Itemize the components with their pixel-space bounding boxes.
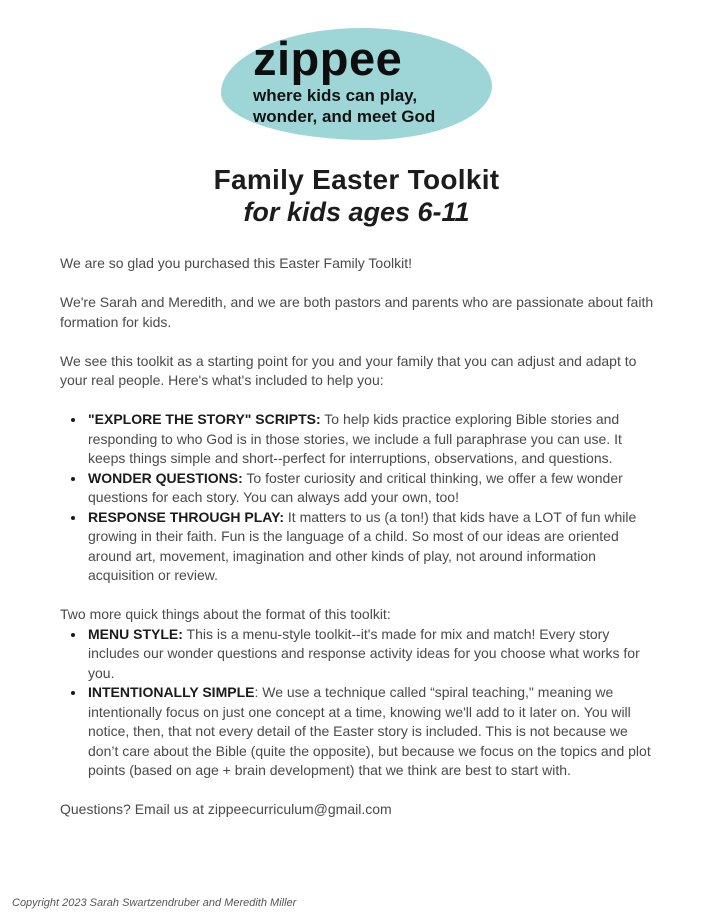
list-item-label: INTENTIONALLY SIMPLE: [88, 684, 255, 700]
copyright-notice: Copyright 2023 Sarah Swartzendruber and Meredith Miller: [12, 897, 297, 909]
logo-wordmark: zippee: [253, 32, 403, 85]
list-item-label: WONDER QUESTIONS:: [88, 469, 243, 486]
contact-line: Questions? Email us at zippeecurriculum@gmail.com: [60, 801, 392, 817]
list-item-label: RESPONSE THROUGH PLAY:: [88, 508, 285, 525]
intro-paragraph-1: We are so glad you purchased this Easter Family Toolkit!: [60, 255, 412, 271]
page-title: Family Easter Toolkit: [213, 164, 500, 195]
list-item-text: To help kids practice exploring Bible stories and responding to who God is in those stories, we include a full paraphrase you can use. It keeps things simple and short--perfect for interruptions, observations, and questions.: [88, 411, 622, 466]
title-block: [0, 163, 713, 228]
format-intro-paragraph: Two more quick things about the format of this toolkit:: [60, 606, 391, 622]
list-item: [86, 469, 656, 508]
logo-tagline: [253, 85, 435, 127]
document-body: [60, 254, 656, 839]
list-item-text: This is a menu-style toolkit--it's made for mix and match! Every story includes our wonder questions and response activity ideas for you choose what works for you.: [88, 625, 640, 681]
logo-tagline-line1: where kids can play,: [253, 86, 418, 106]
logo-tagline-line2: wonder, and meet God: [253, 107, 436, 127]
list-item: [86, 410, 656, 469]
included-list: [60, 410, 656, 586]
list-item: [86, 625, 656, 684]
list-item-label: MENU STYLE:: [88, 625, 183, 642]
list-item-label: "EXPLORE THE STORY" SCRIPTS:: [88, 411, 321, 427]
page-subtitle: for kids ages 6-11: [243, 197, 470, 227]
list-item-text: : We use a technique called “spiral teaching," meaning we intentionally focus on just one concept at a time, knowing we'll add to it later on. You will notice, then, that not every detail of the Easter story is included. This is not because we don’t care about the Bible (quite the opposite), but because we focus on the topics and plot points (based on age + brain development) that we think are best to start with.: [88, 684, 651, 778]
intro-paragraph-3: We see this toolkit as a starting point for you and your family that you can adjust and adapt to your real people. Here's what's included to help you:: [60, 352, 637, 388]
list-item: [86, 683, 656, 781]
zippee-logo: [253, 34, 435, 127]
intro-paragraph-2: We're Sarah and Meredith, and we are both pastors and parents who are passionate about faith formation for kids.: [60, 294, 654, 330]
list-item: [86, 508, 656, 586]
format-list: [60, 625, 656, 781]
list-item-text: It matters to us (a ton!) that kids have a LOT of fun while growing in their faith. Fun is the language of a child. So most of our ideas are oriented around art, movement, imagination and other kinds of play, not around information acquisition or review.: [88, 508, 637, 583]
list-item-text: To foster curiosity and critical thinking, we offer a few wonder questions for each story. You can always add your own, too!: [88, 469, 623, 505]
zippee-logo-blob: [221, 28, 492, 140]
